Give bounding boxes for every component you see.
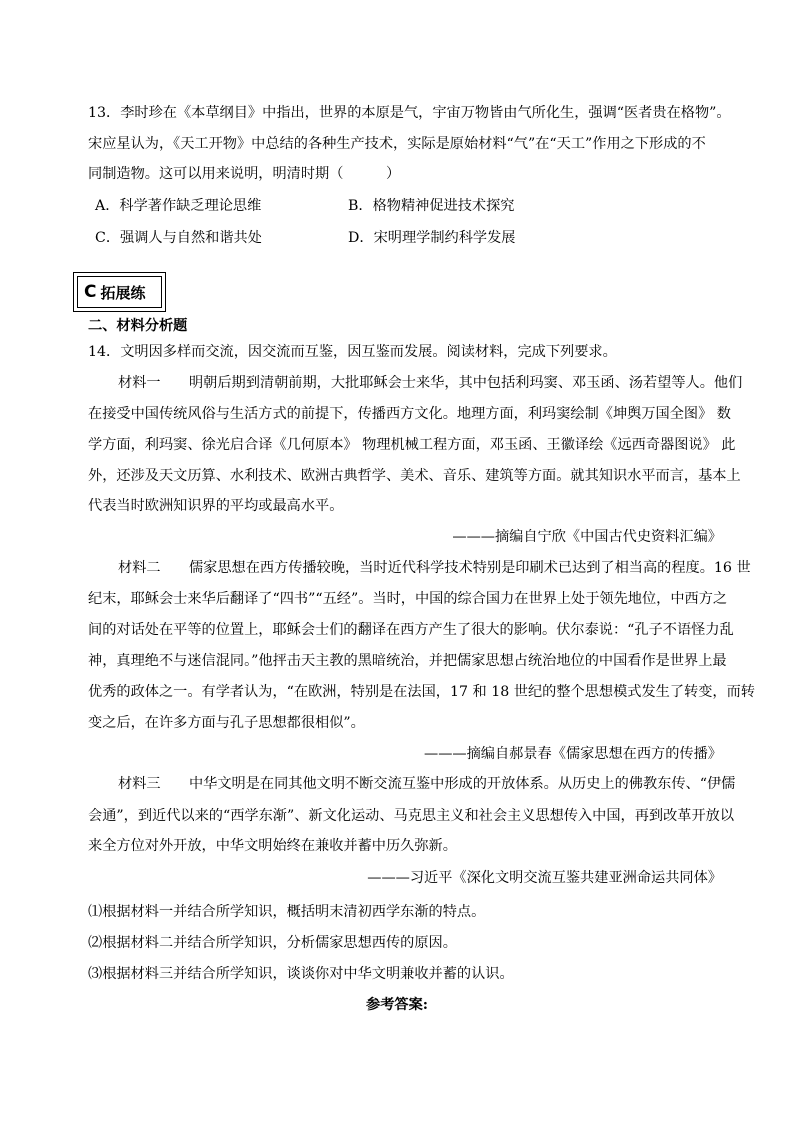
q13-stem-line-1: 13．李时珍在《本草纲目》中指出，世界的本原是气，宇宙万物皆由气所化生，强调“医者贵在格物”。 bbox=[88, 105, 731, 121]
q13-option-c: C．强调人与自然和谐共处 bbox=[95, 230, 262, 246]
material-2-line-2: 纪末，耶稣会士来华后翻译了“四书”“五经”。当时，中国的综合国力在世界上处于领先地位，中西方之 bbox=[88, 591, 728, 607]
material-2-line-5: 优秀的政体之一。有学者认为，“在欧洲，特别是在法国，17 和 18 世纪的整个思想模式发生了转变，而转 bbox=[88, 684, 755, 700]
material-3-source: ———习近平《深化文明交流互鉴共建亚洲命运共同体》 bbox=[367, 870, 722, 886]
answer-heading: 参考答案: bbox=[366, 997, 428, 1013]
material-2-line-4: 神，真理绝不与迷信混同。”他抨击天主教的黑暗统治，并把儒家思想占统治地位的中国看作是世界上最 bbox=[88, 653, 727, 669]
section-title: 二、材料分析题 bbox=[88, 318, 188, 334]
extension-practice-badge bbox=[73, 272, 166, 312]
q13-option-a: A．科学著作缺乏理论思维 bbox=[95, 198, 262, 214]
q14-subquestion-3: ⑶根据材料三并结合所学知识，谈谈你对中华文明兼收并蓄的认识。 bbox=[88, 966, 514, 982]
material-2-line-3: 间的对话处在平等的位置上，耶稣会士们的翻译在西方产生了很大的影响。伏尔泰说：“孔子不语怪力乱 bbox=[88, 622, 734, 638]
q13-stem-line-3: 同制造物。这可以用来说明，明清时期（ ） bbox=[88, 166, 401, 182]
material-1-line-1: 材料一 明朝后期到清朝前期，大批耶稣会士来华，其中包括利玛窦、邓玉函、汤若望等人。他们 bbox=[118, 375, 743, 391]
q14-subquestion-2: ⑵根据材料二并结合所学知识，分析儒家思想西传的原因。 bbox=[88, 935, 457, 951]
material-1-line-3: 学方面，利玛窦、徐光启合译《几何原本》 物理机械工程方面，邓玉函、王徽译绘《远西奇器图说》 此 bbox=[88, 437, 736, 453]
material-3-line-3: 来全方位对外开放，中华文明始终在兼收并蓄中历久弥新。 bbox=[88, 838, 457, 854]
badge-text: 拓展练 bbox=[100, 283, 146, 302]
material-3-line-1: 材料三 中华文明是在同其他文明不断交流互鉴中形成的开放体系。从历史上的佛教东传、“伊儒 bbox=[118, 776, 736, 792]
material-1-line-2: 在接受中国传统风俗与生活方式的前提下，传播西方文化。地理方面，利玛窦绘制《坤舆万国全图》 数 bbox=[88, 406, 731, 422]
material-1-line-5: 代表当时欧洲知识界的平均或最高水平。 bbox=[88, 498, 344, 514]
material-2-line-6: 变之后，在许多方面与孔子思想都很相似”。 bbox=[88, 715, 365, 731]
material-2-line-1: 材料二 儒家思想在西方传播较晚，当时近代科学技术特别是印刷术已达到了相当高的程度。16 世 bbox=[118, 560, 751, 576]
q14-intro: 14．文明因多样而交流，因交流而互鉴，因互鉴而发展。阅读材料，完成下列要求。 bbox=[88, 344, 617, 360]
q13-option-b: B．格物精神促进技术探究 bbox=[348, 198, 515, 214]
material-3-line-2: 会通”，到近代以来的“西学东渐”、新文化运动、马克思主义和社会主义思想传入中国，再到改革开放以 bbox=[88, 808, 735, 824]
q13-option-d: D．宋明理学制约科学发展 bbox=[348, 230, 516, 246]
q13-stem-line-2: 宋应星认为，《天工开物》中总结的各种生产技术，实际是原始材料“气”在“天工”作用之下形成的不 bbox=[88, 136, 706, 152]
q14-subquestion-1: ⑴根据材料一并结合所学知识，概括明末清初西学东渐的特点。 bbox=[88, 904, 486, 920]
material-1-source: ———摘编自宁欣《中国古代史资料汇编》 bbox=[452, 529, 722, 545]
material-2-source: ———摘编自郝景春《儒家思想在西方的传播》 bbox=[424, 746, 722, 762]
material-1-line-4: 外，还涉及天文历算、水利技术、欧洲古典哲学、美术、音乐、建筑等方面。就其知识水平而言，基本上 bbox=[88, 468, 741, 484]
badge-letter: C bbox=[84, 282, 97, 302]
